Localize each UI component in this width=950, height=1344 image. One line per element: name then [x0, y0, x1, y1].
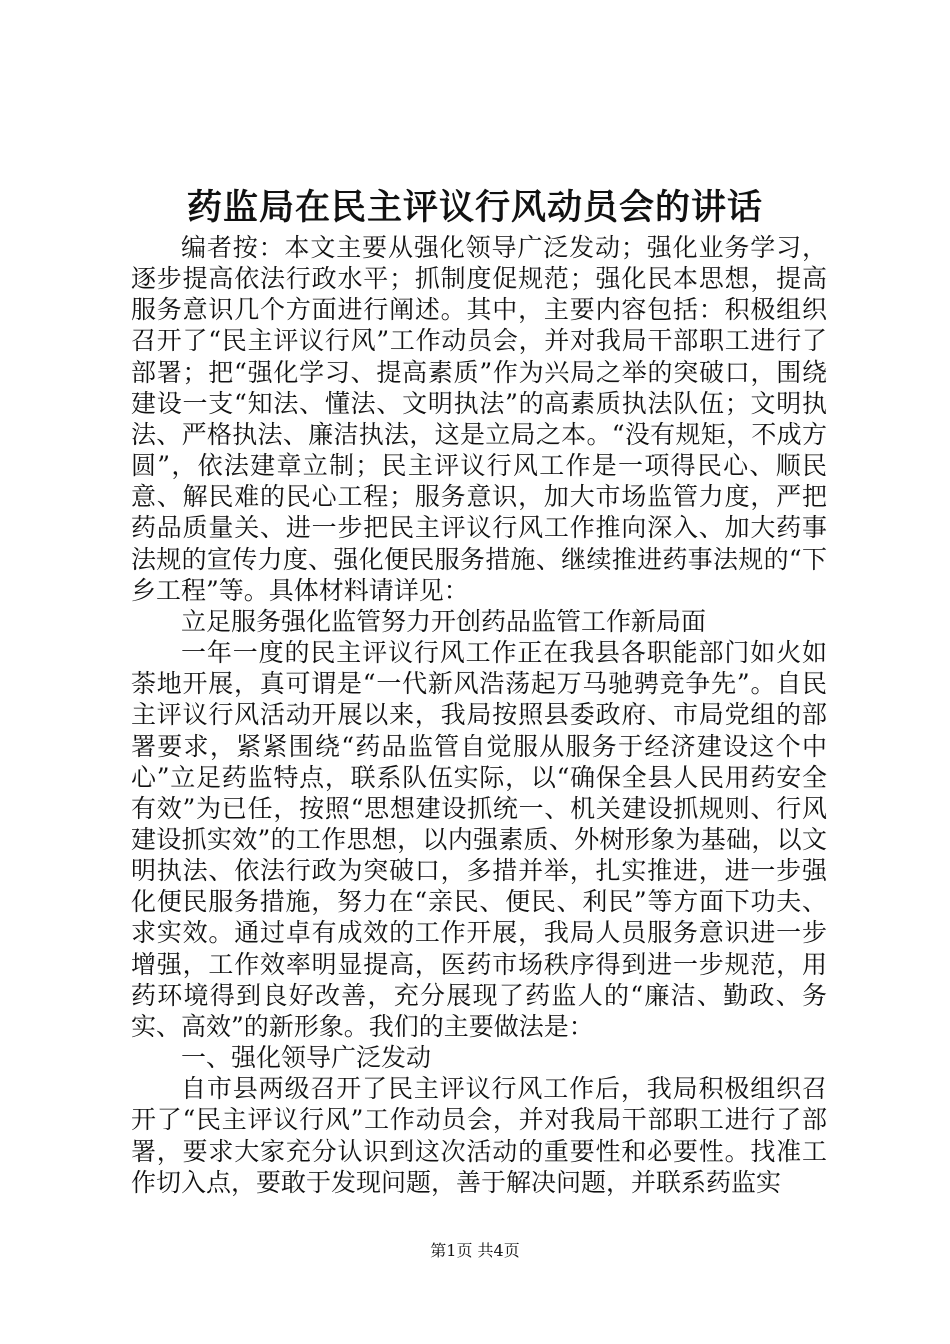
section-heading: 一、强化领导广泛发动: [181, 1043, 432, 1073]
document-title: 药监局在民主评议行风动员会的讲话: [186, 187, 763, 228]
document-body: [131, 232, 827, 1198]
body-paragraph: 一年一度的民主评议行风工作正在我县各职能部门如火如荼地开展，真可谓是“一代新风浩荡起万马驰骋竞争先”。自民主评议行风活动开展以来，我局按照县委政府、市局党组的部署要求，紧紧围绕“药品监管自觉服从服务于经济建设这个中心”立足药监特点，联系队伍实际，以“确保全县人民用药安全有效”为已任，按照“思想建设抓统一、机关建设抓规则、行风建设抓实效”的工作思想，以内强素质、外树形象为基础，以文明执法、依法行政为突破口，多措并举，扎实推进，进一步强化便民服务措施，努力在“亲民、便民、利民”等方面下功夫、求实效。通过卓有成效的工作开展，我局人员服务意识进一步增强，工作效率明显提高，医药市场秩序得到进一步规范，用药环境得到良好改善，充分展现了药监人的“廉洁、勤政、务实、高效”的新形象。我们的主要做法是：: [131, 638, 827, 1041]
editor-note-paragraph: 编者按：本文主要从强化领导广泛发动；强化业务学习，逐步提高依法行政水平；抓制度促规范；强化民本思想，提高服务意识几个方面进行阐述。其中，主要内容包括：积极组织召开了“民主评议行风”工作动员会，并对我局干部职工进行了部署；把“强化学习、提高素质”作为兴局之举的突破口，围绕建设一支“知法、懂法、文明执法”的高素质执法队伍；文明执法、严格执法、廉洁执法，这是立局之本。“没有规矩，不成方圆”，依法建章立制；民主评议行风工作是一项得民心、顺民意、解民难的民心工程；服务意识，加大市场监管力度，严把药品质量关、进一步把民主评议行风工作推向深入、加大药事法规的宣传力度、强化便民服务措施、继续推进药事法规的“下乡工程”等。具体材料请详见：: [131, 233, 827, 605]
article-subtitle: 立足服务强化监管努力开创药品监管工作新局面: [181, 606, 707, 636]
page-footer: 第1页 共4页: [430, 1241, 520, 1260]
body-paragraph: 自市县两级召开了民主评议行风工作后，我局积极组织召开了“民主评议行风”工作动员会，并对我局干部职工进行了部署，要求大家充分认识到这次活动的重要性和必要性。找准工作切入点，要敢于发现问题，善于解决问题，并联系药监实: [131, 1074, 827, 1197]
